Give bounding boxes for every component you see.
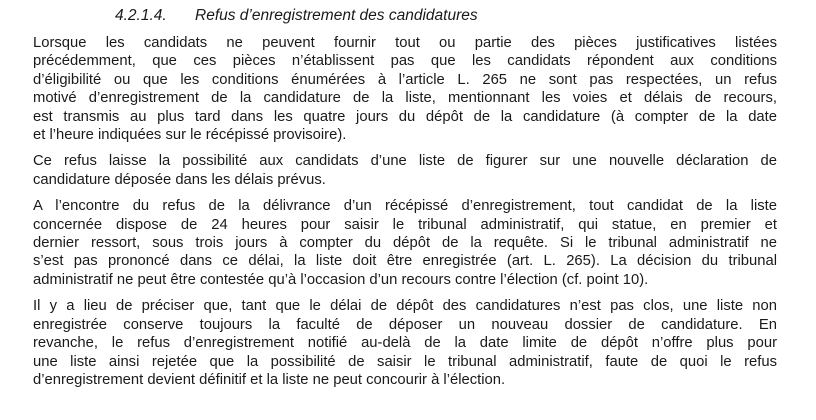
- paragraph-nouvelle-declaration: [33, 152, 777, 189]
- paragraph-line: Il y a lieu de préciser que, tant que le délai de dépôt des candidatures n’est pas clos, une liste non: [33, 298, 777, 315]
- paragraph-line: administratif ne peut être contestée qu’à l’occasion d’un recours contre l’élection (cf. point 10).: [33, 271, 649, 288]
- paragraph-line: précédemment, que ces pièces n’établissent pas que les candidats répondent aux conditions: [33, 53, 777, 70]
- paragraph-line: concernée dispose de 24 heures pour saisir le tribunal administratif, qui statue, en premier et: [33, 216, 777, 233]
- paragraph-line: motivé d’enregistrement de la candidature de la liste, mentionnant les voies et délais de recours,: [33, 90, 777, 107]
- paragraph-line: Lorsque les candidats ne peuvent fournir tout ou partie des pièces justificatives listées: [33, 35, 777, 51]
- paragraph-refus-motive: [33, 34, 777, 144]
- paragraph-line: A l’encontre du refus de la délivrance d’un récépissé d’enregistrement, tout candidat de la liste: [33, 198, 777, 215]
- paragraph-delai-depot: [33, 297, 777, 389]
- paragraph-line: Ce refus laisse la possibilité aux candidats d’une liste de figurer sur une nouvelle déclaration de: [33, 153, 777, 170]
- paragraph-line: candidature déposée dans les délais prévus.: [33, 171, 326, 188]
- paragraph-recours-tribunal: [33, 197, 777, 289]
- paragraph-line: d’éligibilité ou que les conditions énumérées à l’article L. 265 ne sont pas respectées, un refus: [33, 71, 777, 88]
- section-number: 4.2.1.4.: [115, 7, 167, 24]
- section-title: Refus d’enregistrement des candidatures: [195, 7, 478, 24]
- paragraph-line: une liste ainsi rejetée que la possibilité de saisir le tribunal administratif, faute de quoi le refus: [33, 353, 777, 370]
- paragraph-line: est transmis au plus tard dans les quatre jours du dépôt de la candidature (à compter de la date: [33, 108, 777, 125]
- paragraph-line: s’est pas prononcé dans ce délai, la liste doit être enregistrée (art. L. 265). La décision du tribunal: [33, 253, 777, 270]
- paragraph-line: dernier ressort, sous trois jours à compter du dépôt de la requête. Si le tribunal administratif ne: [33, 235, 777, 252]
- section-heading: [115, 5, 478, 27]
- paragraph-line: enregistrée conserve toujours la faculté de déposer un nouveau dossier de candidature. En: [33, 316, 777, 333]
- paragraph-line: et l’heure indiquées sur le récépissé provisoire).: [33, 127, 347, 144]
- paragraph-line: revanche, le refus d’enregistrement notifié au-delà de la date limite de dépôt n’offre plus pour: [33, 335, 777, 352]
- section-body: [33, 34, 777, 397]
- paragraph-line: d’enregistrement devient définitif et la liste ne peut concourir à l’élection.: [33, 371, 506, 388]
